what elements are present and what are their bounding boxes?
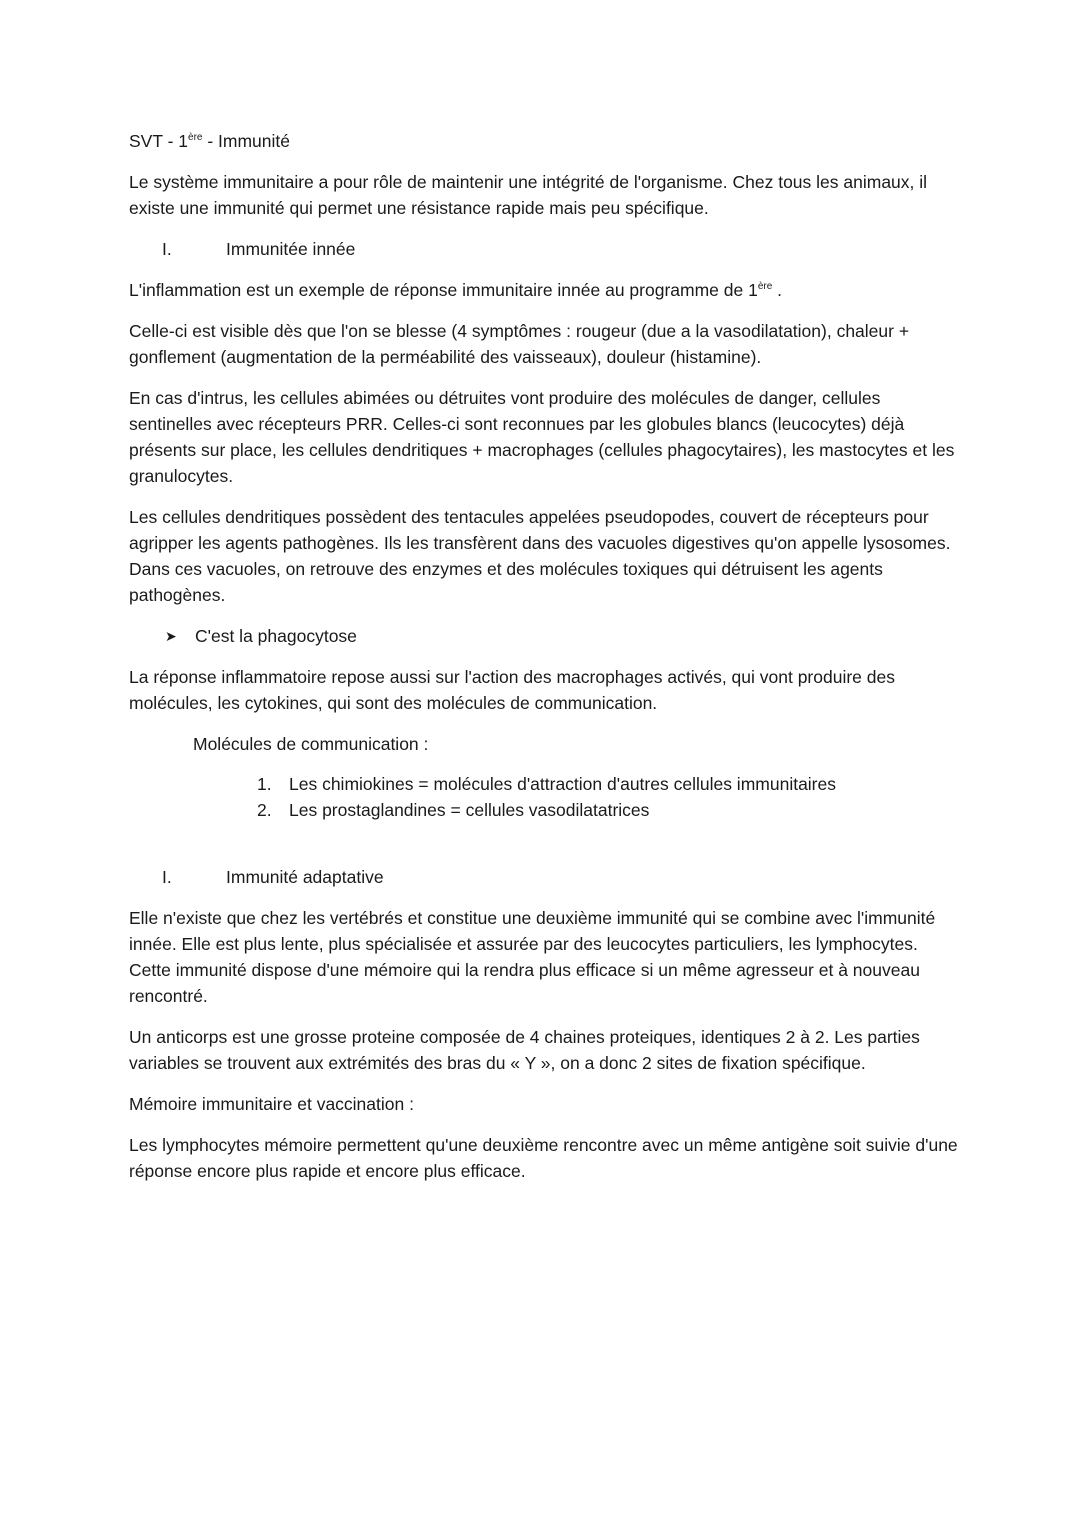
intruder-paragraph: En cas d'intrus, les cellules abimées ou détruites vont produire des molécules de danger, cellules sentinelles avec récepteurs PRR. Celles-ci sont reconnues par les globules blancs (leucocytes) déjà présents sur place, les cellules dendritiques + macrophages (cellules phagocytaires), les mastocytes et les granulocytes. xyxy=(129,388,955,486)
section-number: I. xyxy=(162,239,172,259)
list-item: 2. Les prostaglandines = cellules vasodilatatrices xyxy=(257,800,650,820)
blank-line xyxy=(129,838,959,864)
bullet-text: C'est la phagocytose xyxy=(195,626,357,646)
antibody-paragraph: Un anticorps est une grosse proteine composée de 4 chaines proteiques, identiques 2 à 2. Les parties variables se trouvent aux extrémités des bras du « Y », on a donc 2 sites de fixation spécifique. xyxy=(129,1027,920,1073)
vertebrates-paragraph: Elle n'existe que chez les vertébrés et constitue une deuxième immunité qui se combine avec l'immunité innée. Elle est plus lente, plus spécialisée et assurée par des leucocytes particuliers, les lymphocytes. Cette immunité dispose d'une mémoire qui la rendra plus efficace si un même agresseur et à nouveau rencontré. xyxy=(129,908,936,1006)
molecules-heading: Molécules de communication : xyxy=(193,734,429,754)
inflammatory-response-paragraph: La réponse inflammatoire repose aussi sur l'action des macrophages activés, qui vont produire des molécules, les cytokines, qui sont des molécules de communication. xyxy=(129,667,895,713)
section-heading-adaptive xyxy=(129,864,959,890)
intro-paragraph: Le système immunitaire a pour rôle de maintenir une intégrité de l'organisme. Chez tous les animaux, il existe une immunité qui permet une résistance rapide mais peu spécifique. xyxy=(129,172,928,218)
section-title: Immunitée innée xyxy=(226,239,356,259)
dendritic-paragraph: Les cellules dendritiques possèdent des tentacules appelées pseudopodes, couvert de récepteurs pour agripper les agents pathogènes. Ils les transfèrent dans des vacuoles digestives qu'on appelle lysosomes. Dans ces vacuoles, on retrouve des enzymes et des molécules toxiques qui détruisent les agents pathogènes. xyxy=(129,507,951,605)
section-title: Immunité adaptative xyxy=(226,867,384,887)
symptoms-paragraph: Celle-ci est visible dès que l'on se blesse (4 symptômes : rougeur (due a la vasodilatation), chaleur + gonflement (augmentation de la perméabilité des vaisseaux), douleur (histamine). xyxy=(129,321,910,367)
section-number: I. xyxy=(162,867,172,887)
list-item: 1. Les chimiokines = molécules d'attraction d'autres cellules immunitaires xyxy=(257,774,836,794)
inflammation-paragraph: L'inflammation est un exemple de réponse immunitaire innée au programme de 1ère . xyxy=(129,280,783,300)
inflammation-superscript: ère xyxy=(757,281,773,292)
memory-paragraph: Les lymphocytes mémoire permettent qu'une deuxième rencontre avec un même antigène soit suivie d'une réponse encore plus rapide et encore plus efficace. xyxy=(129,1135,958,1181)
memory-heading: Mémoire immunitaire et vaccination : xyxy=(129,1094,414,1114)
title-superscript: ère xyxy=(188,132,203,143)
page-title: SVT - 1ère - Immunité xyxy=(129,131,290,151)
molecules-list xyxy=(257,771,959,823)
phagocytosis-bullet xyxy=(165,623,959,649)
section-heading-innate xyxy=(129,236,959,262)
arrow-bullet-icon: ➤ xyxy=(165,628,177,644)
document-page xyxy=(129,128,959,1199)
